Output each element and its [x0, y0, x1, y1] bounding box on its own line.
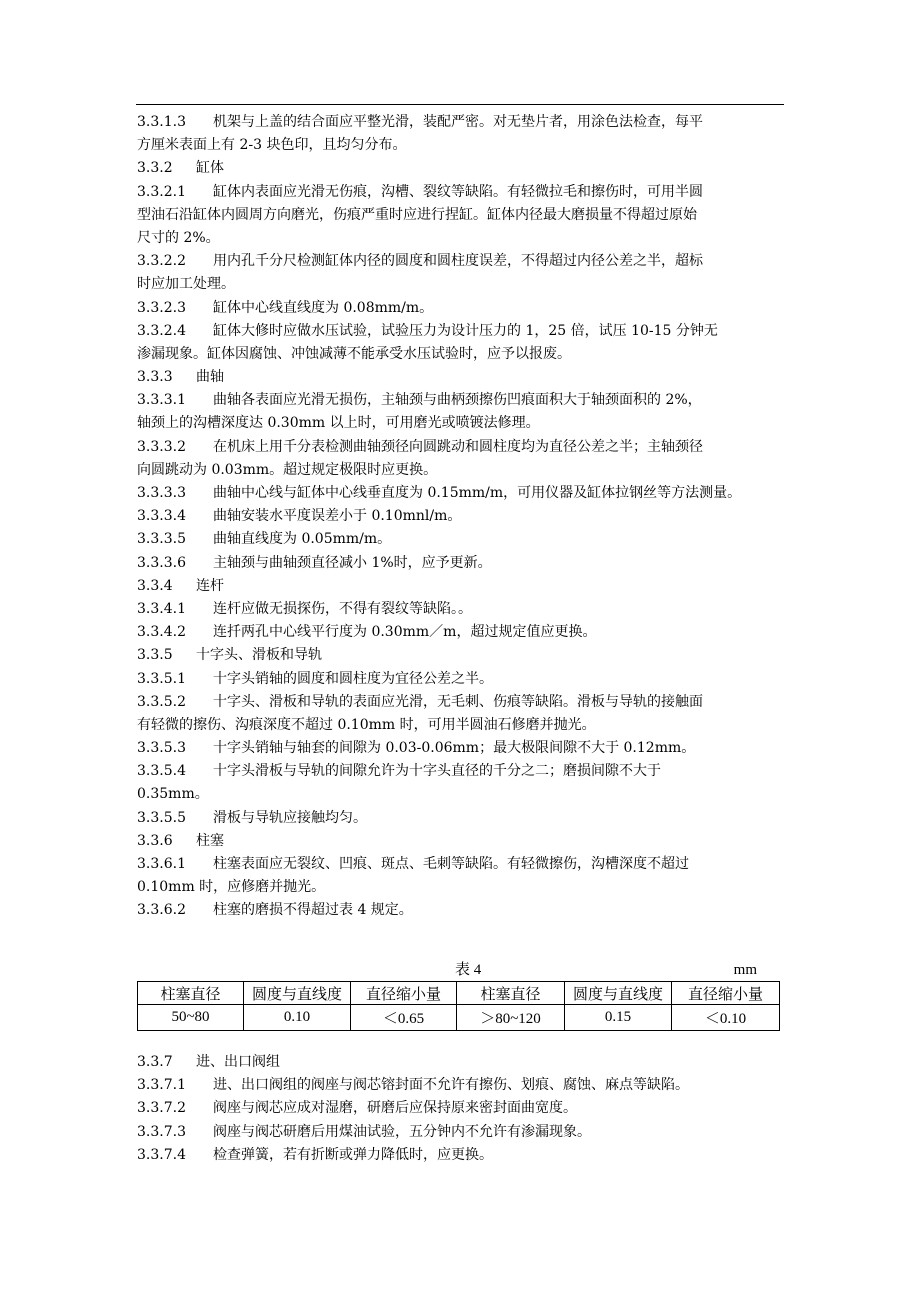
clause-text: 检查弹簧，若有折断或弹力降低时，应更换。	[213, 1146, 493, 1163]
section-heading: 进、出口阀组	[196, 1054, 280, 1070]
clause-text: 十字头、滑板和导轨的表面应光滑，无毛刺、伤痕等缺陷。滑板与导轨的接触面	[213, 693, 703, 710]
clause-text: 滑板与导轨应接触均匀。	[213, 809, 367, 826]
clause-text: 机架与上盖的结合面应平整光滑，装配严密。对无垫片者，用涂色法检查，每平	[213, 114, 703, 130]
clause-number: 3.3.6	[137, 832, 173, 849]
clause-text: 柱塞的磨损不得超过表 4 规定。	[213, 902, 413, 919]
clause-number: 3.3.5.1	[137, 670, 186, 687]
clause-text: 方厘米表面上有 2-3 块色印，且均匀分布。	[137, 137, 407, 154]
clause-number: 3.3.6.1	[137, 856, 186, 872]
clause-number: 3.3.4.2	[137, 624, 186, 641]
text-line	[137, 714, 787, 737]
text-line	[137, 412, 787, 435]
clause-text: 在机床上用千分表检测曲轴颈径向圆跳动和圆柱度均为直径公差之半；主轴颈径	[213, 438, 703, 455]
text-line	[137, 459, 787, 482]
clause-text: 十字头销轴与轴套的间隙为 0.03-0.06mm；最大极限间隙不大于 0.12mm。	[213, 740, 696, 757]
table-cell: ＜0.10	[672, 1005, 780, 1031]
text-line	[137, 111, 787, 134]
text-line	[137, 807, 787, 830]
text-line	[137, 783, 787, 806]
text-line	[137, 853, 787, 876]
clause-number: 3.3.6.2	[137, 902, 186, 919]
text-line	[137, 644, 787, 667]
table-caption-row	[137, 959, 783, 981]
clause-text: 轴颈上的沟槽深度达 0.30mm 以上时，可用磨光或喷镀法修理。	[137, 415, 540, 432]
text-line	[137, 273, 787, 296]
text-line	[137, 157, 787, 180]
clause-text: 曲轴直线度为 0.05mm/m。	[213, 531, 392, 548]
clause-number: 3.3.3.3	[137, 485, 186, 501]
clause-text: 阀座与阀芯研磨后用煤油试验，五分钟内不允许有渗漏现象。	[213, 1123, 591, 1140]
clause-text: 渗漏现象。缸体因腐蚀、冲蚀减薄不能承受水压试验时，应予以报废。	[137, 345, 571, 362]
text-line	[137, 737, 787, 760]
table-cell: 0.15	[565, 1005, 672, 1031]
text-line	[137, 436, 787, 459]
table-header-row	[138, 982, 780, 1005]
clause-text: 时应加工处理。	[137, 276, 235, 293]
table-caption: 表 4	[455, 962, 482, 978]
table-header-cell: 柱塞直径	[457, 982, 565, 1005]
text-line	[137, 598, 787, 621]
clause-number: 3.3.3.4	[137, 508, 186, 525]
clause-text: 用内孔千分尺检测缸体内径的圆度和圆柱度误差，不得超过内径公差之半，超标	[213, 253, 703, 270]
clause-number: 3.3.7	[137, 1054, 173, 1070]
clause-text: 有轻微的擦伤、沟痕深度不超过 0.10mm 时，可用半圆油石修磨并抛光。	[137, 716, 596, 733]
text-line	[137, 899, 787, 922]
table-row	[138, 1005, 780, 1031]
table-unit: mm	[733, 962, 757, 978]
table-cell: 50~80	[138, 1005, 244, 1031]
clause-text: 尺寸的 2%。	[137, 229, 220, 246]
clause-text: 十字头滑板与导轨的间隙允许为十字头直径的千分之二；磨损间隙不大于	[213, 763, 661, 780]
section-heading: 柱塞	[196, 832, 224, 849]
text-line	[137, 1121, 787, 1144]
clause-text: 曲轴中心线与缸体中心线垂直度为 0.15mm/m，可用仪器及缸体拉钢丝等方法测量。	[213, 485, 742, 501]
clause-number: 3.3.5.4	[137, 763, 186, 780]
text-line	[137, 134, 787, 157]
clause-text: 曲轴各表面应光滑无损伤，主轴颈与曲柄颈擦伤凹痕面积大于轴颈面积的 2%，	[213, 392, 702, 409]
clause-number: 3.3.3.1	[137, 392, 186, 409]
section-heading: 连杆	[196, 577, 224, 594]
section-heading: 曲轴	[196, 369, 224, 386]
text-line	[137, 575, 787, 598]
clause-text: 缸体中心线直线度为 0.08mm/m。	[213, 299, 434, 316]
text-line	[137, 343, 787, 366]
table-header-cell: 直径缩小量	[672, 982, 780, 1005]
clause-number: 3.3.4.1	[137, 600, 186, 617]
clause-text: 缸体大修时应做水压试验，试验压力为设计压力的 1，25 倍，试压 10-15 分钟无	[213, 322, 718, 339]
text-line	[137, 1097, 787, 1120]
clause-number: 3.3.3.2	[137, 438, 186, 455]
clause-number: 3.3.5.3	[137, 740, 186, 757]
text-line	[137, 250, 787, 273]
text-line	[137, 366, 787, 389]
clause-text: 0.10mm 时，应修磨并抛光。	[137, 879, 326, 896]
clause-text: 连杆应做无损探伤，不得有裂纹等缺陷。。	[213, 600, 472, 617]
clause-number: 3.3.2.3	[137, 299, 186, 316]
text-line	[137, 389, 787, 412]
clause-text: 缸体内表面应光滑无伤痕，沟槽、裂纹等缺陷。有轻微拉毛和擦伤时，可用半圆	[213, 183, 703, 200]
clause-text: 向圆跳动为 0.03mm。超过规定极限时应更换。	[137, 461, 438, 478]
text-line	[137, 204, 787, 227]
plunger-wear-table	[137, 981, 780, 1031]
table-header-cell: 圆度与直线度	[244, 982, 351, 1005]
text-line	[137, 1051, 787, 1074]
text-line	[137, 668, 787, 691]
text-line	[137, 227, 787, 250]
text-line	[137, 482, 787, 505]
clause-number: 3.3.2.2	[137, 253, 186, 270]
text-line	[137, 505, 787, 528]
clause-text: 进、出口阀组的阀座与阀芯镕封面不允许有擦伤、划痕、腐蚀、麻点等缺陷。	[213, 1077, 689, 1094]
clause-number: 3.3.3.5	[137, 531, 186, 548]
section-heading: 缸体	[196, 160, 224, 177]
clause-number: 3.3.4	[137, 577, 173, 594]
table-header-cell: 圆度与直线度	[565, 982, 672, 1005]
table-cell: ＜0.65	[351, 1005, 457, 1031]
clause-text: 曲轴安装水平度误差小于 0.10mnl/m。	[213, 508, 462, 525]
section-heading: 十字头、滑板和导轨	[196, 647, 322, 664]
clause-number: 3.3.5.2	[137, 693, 186, 710]
table-header-cell: 柱塞直径	[138, 982, 244, 1005]
clause-number: 3.3.5.5	[137, 809, 186, 826]
clause-number: 3.3.7.2	[137, 1100, 186, 1117]
text-line	[137, 181, 787, 204]
text-line	[137, 876, 787, 899]
clause-text: 十字头销轴的圆度和圆柱度为宜径公差之半。	[213, 670, 493, 687]
clause-number: 3.3.2.4	[137, 322, 186, 339]
text-line	[137, 830, 787, 853]
clause-text: 连扦两孔中心线平行度为 0.30mm／m，超过规定值应更换。	[213, 624, 597, 641]
table-header-cell: 直径缩小量	[351, 982, 457, 1005]
clause-text: 柱塞表面应无裂纹、凹痕、斑点、毛刺等缺陷。有轻微擦伤，沟槽深度不超过	[213, 856, 689, 872]
clause-number: 3.3.3	[137, 369, 173, 386]
clause-number: 3.3.5	[137, 647, 173, 664]
clause-number: 3.3.1.3	[137, 114, 186, 130]
clause-text: 型油石沿缸体内圆周方向磨光，伤痕严重时应进行捏缸。缸体内径最大磨损量不得超过原始	[137, 206, 697, 223]
clause-text: 主轴颈与曲轴颈直径减小 1%时，应予更新。	[213, 554, 492, 571]
text-line	[137, 760, 787, 783]
clause-text: 阀座与阀芯应成对湿磨，研磨后应保持原来密封面曲宽度。	[213, 1100, 577, 1117]
clause-number: 3.3.7.1	[137, 1077, 186, 1094]
text-line	[137, 528, 787, 551]
clause-number: 3.3.2	[137, 160, 173, 177]
clause-text: 0.35mm。	[137, 786, 209, 803]
clause-number: 3.3.7.4	[137, 1146, 186, 1163]
text-line	[137, 1074, 787, 1097]
text-line	[137, 691, 787, 714]
text-line	[137, 552, 787, 575]
table-cell: 0.10	[244, 1005, 351, 1031]
text-line	[137, 320, 787, 343]
text-line	[137, 297, 787, 320]
clause-number: 3.3.2.1	[137, 183, 186, 200]
text-block-lower	[137, 1051, 787, 1167]
text-line	[137, 621, 787, 644]
header-rule	[136, 104, 784, 105]
text-line	[137, 1144, 787, 1167]
clause-number: 3.3.7.3	[137, 1123, 186, 1140]
clause-number: 3.3.3.6	[137, 554, 186, 571]
table-cell: ＞80~120	[457, 1005, 565, 1031]
text-block-upper	[137, 111, 787, 923]
